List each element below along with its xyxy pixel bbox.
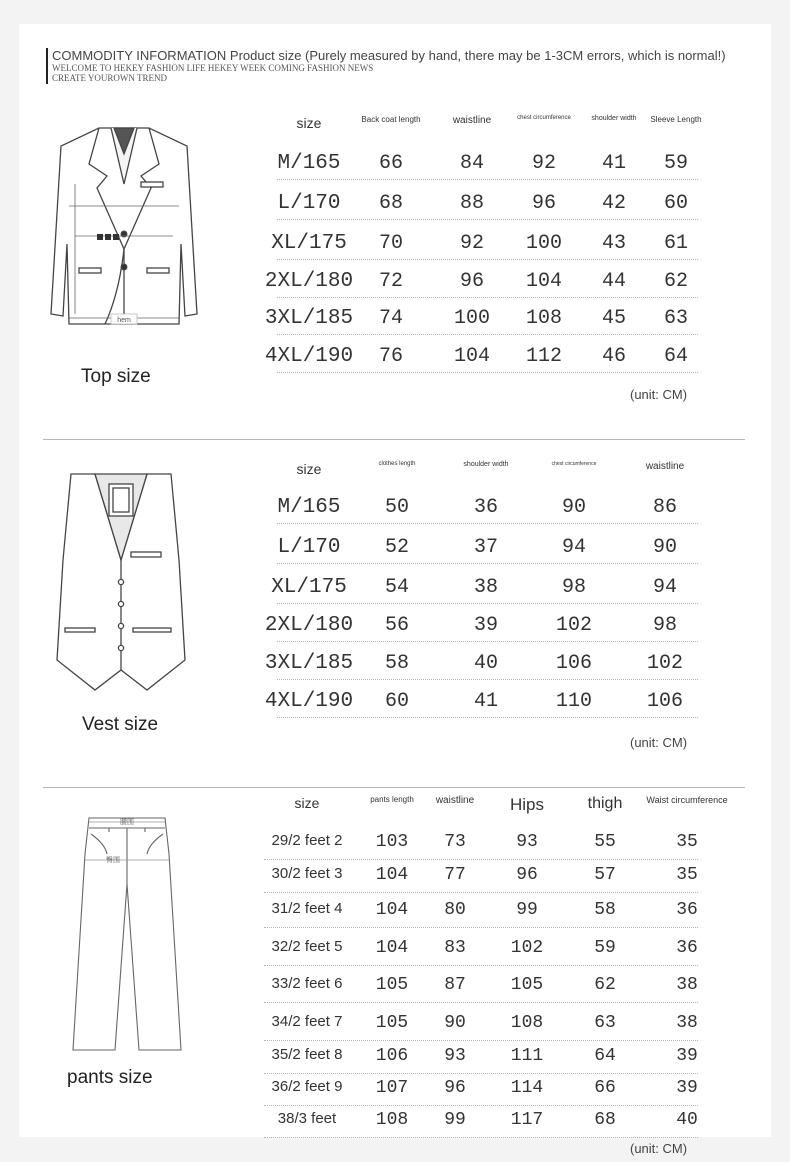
row-divider xyxy=(264,1040,698,1041)
pants-value-cell: 117 xyxy=(510,1110,544,1130)
pants-size-cell: 34/2 feet 7 xyxy=(271,1013,343,1030)
vest-size-caption: Vest size xyxy=(82,714,159,735)
pants-value-cell: 96 xyxy=(516,865,538,885)
top-value-cell: 59 xyxy=(663,152,689,175)
size-chart-sheet xyxy=(19,24,771,1156)
pants-value-cell: 57 xyxy=(594,865,616,885)
top-size-cell: L/170 xyxy=(277,192,341,215)
vest-value-cell: 102 xyxy=(646,652,684,675)
pants-value-cell: 77 xyxy=(444,865,466,885)
pants-column-header: Hips xyxy=(509,795,545,814)
pants-value-cell: 73 xyxy=(444,832,466,852)
pants-value-cell: 58 xyxy=(594,900,616,920)
pants-value-cell: 99 xyxy=(516,900,538,920)
header-title: COMMODITY INFORMATION Product size (Purely measured by hand, there may be 1-3CM errors, which is normal!) xyxy=(52,48,726,63)
vest-size-cell: L/170 xyxy=(277,536,341,559)
pants-column-header: waistline xyxy=(435,795,475,806)
pants-value-cell: 99 xyxy=(444,1110,466,1130)
vest-value-cell: 39 xyxy=(473,614,499,637)
vest-value-cell: 106 xyxy=(555,652,593,675)
top-unit-note: (unit: CM) xyxy=(630,387,688,402)
top-column-header: size xyxy=(296,115,322,131)
pants-size-caption: pants size xyxy=(67,1067,153,1088)
pants-value-cell: 55 xyxy=(594,832,616,852)
pants-column-header: pants length xyxy=(370,795,414,804)
top-value-cell: 64 xyxy=(663,345,689,368)
top-value-cell: 72 xyxy=(378,270,404,293)
vest-value-cell: 98 xyxy=(561,576,587,599)
row-divider xyxy=(264,1105,698,1106)
top-value-cell: 88 xyxy=(459,192,485,215)
pants-value-cell: 83 xyxy=(444,938,466,958)
vest-value-cell: 94 xyxy=(561,536,587,559)
top-value-cell: 70 xyxy=(378,232,404,255)
vest-value-cell: 106 xyxy=(646,690,684,713)
vest-column-header: waistline xyxy=(645,461,685,472)
pants-value-cell: 35 xyxy=(676,832,698,852)
top-value-cell: 74 xyxy=(378,307,404,330)
top-value-cell: 100 xyxy=(453,307,491,330)
pants-value-cell: 106 xyxy=(375,1046,409,1066)
vest-unit-note: (unit: CM) xyxy=(630,735,688,750)
vest-size-cell: XL/175 xyxy=(271,576,347,599)
vest-size-cell: 3XL/185 xyxy=(264,652,354,675)
pants-size-cell: 33/2 feet 6 xyxy=(271,975,343,992)
pants-size-cell: 32/2 feet 5 xyxy=(271,938,343,955)
pants-value-cell: 87 xyxy=(444,975,466,995)
top-value-cell: 46 xyxy=(601,345,627,368)
top-value-cell: 84 xyxy=(459,152,485,175)
vest-value-cell: 110 xyxy=(555,690,593,713)
pants-value-cell: 38 xyxy=(676,1013,698,1033)
pants-value-cell: 90 xyxy=(444,1013,466,1033)
top-column-header: chest circumference xyxy=(517,115,571,121)
pants-value-cell: 96 xyxy=(444,1078,466,1098)
top-size-cell: M/165 xyxy=(277,152,341,175)
pants-size-cell: 29/2 feet 2 xyxy=(271,832,343,849)
top-value-cell: 104 xyxy=(525,270,563,293)
vest-value-cell: 54 xyxy=(384,576,410,599)
pants-column-header: Waist circumference xyxy=(646,795,728,805)
vest-value-cell: 41 xyxy=(473,690,499,713)
pants-value-cell: 105 xyxy=(510,975,544,995)
pants-value-cell: 38 xyxy=(676,975,698,995)
row-divider xyxy=(264,1073,698,1074)
pants-size-cell: 30/2 feet 3 xyxy=(271,865,343,882)
row-divider xyxy=(264,892,698,893)
pants-value-cell: 102 xyxy=(510,938,544,958)
pants-value-cell: 63 xyxy=(594,1013,616,1033)
top-value-cell: 112 xyxy=(525,345,563,368)
top-value-cell: 60 xyxy=(663,192,689,215)
pants-illustration xyxy=(67,814,187,1059)
row-divider xyxy=(264,965,698,966)
pants-value-cell: 93 xyxy=(444,1046,466,1066)
pants-column-header: size xyxy=(294,795,320,811)
waist-label: 腰围 xyxy=(120,818,134,826)
hem-label: hem xyxy=(117,317,131,324)
top-value-cell: 76 xyxy=(378,345,404,368)
pants-value-cell: 104 xyxy=(375,900,409,920)
top-value-cell: 68 xyxy=(378,192,404,215)
top-size-caption: Top size xyxy=(81,366,151,387)
pants-value-cell: 111 xyxy=(510,1046,544,1066)
top-value-cell: 96 xyxy=(459,270,485,293)
top-value-cell: 41 xyxy=(601,152,627,175)
pants-size-cell: 36/2 feet 9 xyxy=(271,1078,343,1095)
vest-value-cell: 86 xyxy=(652,496,678,519)
pants-value-cell: 59 xyxy=(594,938,616,958)
header-tagline-2: CREATE YOUROWN TREND xyxy=(52,73,167,83)
pants-size-cell: 31/2 feet 4 xyxy=(271,900,343,917)
vest-value-cell: 98 xyxy=(652,614,678,637)
top-size-cell: 4XL/190 xyxy=(264,345,354,368)
vest-value-cell: 50 xyxy=(384,496,410,519)
vest-value-cell: 90 xyxy=(652,536,678,559)
vest-column-header: clothes length xyxy=(378,461,416,467)
pants-value-cell: 105 xyxy=(375,1013,409,1033)
pants-value-cell: 108 xyxy=(510,1013,544,1033)
vest-value-cell: 40 xyxy=(473,652,499,675)
pants-value-cell: 36 xyxy=(676,900,698,920)
row-divider xyxy=(264,859,698,860)
pants-value-cell: 105 xyxy=(375,975,409,995)
top-size-cell: 3XL/185 xyxy=(264,307,354,330)
pants-value-cell: 39 xyxy=(676,1078,698,1098)
pants-value-cell: 62 xyxy=(594,975,616,995)
top-value-cell: 44 xyxy=(601,270,627,293)
top-column-header: Sleeve Length xyxy=(650,115,702,124)
top-value-cell: 104 xyxy=(453,345,491,368)
row-divider xyxy=(264,927,698,928)
pants-value-cell: 68 xyxy=(594,1110,616,1130)
pants-value-cell: 103 xyxy=(375,832,409,852)
pants-unit-note: (unit: CM) xyxy=(630,1141,688,1156)
vest-value-cell: 36 xyxy=(473,496,499,519)
vest-value-cell: 60 xyxy=(384,690,410,713)
pants-value-cell: 64 xyxy=(594,1046,616,1066)
vest-size-cell: 2XL/180 xyxy=(264,614,354,637)
row-divider xyxy=(264,1137,698,1138)
vest-value-cell: 37 xyxy=(473,536,499,559)
top-value-cell: 100 xyxy=(525,232,563,255)
pants-value-cell: 93 xyxy=(516,832,538,852)
vest-value-cell: 38 xyxy=(473,576,499,599)
pants-size-section xyxy=(19,24,771,1156)
pants-value-cell: 39 xyxy=(676,1046,698,1066)
pants-value-cell: 66 xyxy=(594,1078,616,1098)
vest-value-cell: 94 xyxy=(652,576,678,599)
vest-column-header: size xyxy=(296,461,322,477)
top-column-header: shoulder width xyxy=(591,115,637,122)
hip-label: 臀围 xyxy=(106,856,120,864)
pants-value-cell: 104 xyxy=(375,938,409,958)
top-value-cell: 42 xyxy=(601,192,627,215)
vest-size-cell: M/165 xyxy=(277,496,341,519)
pants-value-cell: 107 xyxy=(375,1078,409,1098)
top-column-header: Back coat length xyxy=(361,115,421,124)
pants-value-cell: 80 xyxy=(444,900,466,920)
vest-value-cell: 102 xyxy=(555,614,593,637)
pants-value-cell: 35 xyxy=(676,865,698,885)
pants-size-cell: 38/3 feet xyxy=(277,1110,337,1127)
pants-value-cell: 40 xyxy=(676,1110,698,1130)
vest-size-cell: 4XL/190 xyxy=(264,690,354,713)
vest-value-cell: 52 xyxy=(384,536,410,559)
top-value-cell: 92 xyxy=(531,152,557,175)
pants-value-cell: 104 xyxy=(375,865,409,885)
top-value-cell: 66 xyxy=(378,152,404,175)
top-value-cell: 61 xyxy=(663,232,689,255)
top-value-cell: 63 xyxy=(663,307,689,330)
top-value-cell: 108 xyxy=(525,307,563,330)
vest-value-cell: 58 xyxy=(384,652,410,675)
pants-value-cell: 36 xyxy=(676,938,698,958)
top-value-cell: 43 xyxy=(601,232,627,255)
header-tagline-1: WELCOME TO HEKEY FASHION LIFE HEKEY WEEK COMING FASHION NEWS xyxy=(52,63,374,73)
top-value-cell: 96 xyxy=(531,192,557,215)
top-size-cell: 2XL/180 xyxy=(264,270,354,293)
row-divider xyxy=(264,1002,698,1003)
top-value-cell: 62 xyxy=(663,270,689,293)
vest-value-cell: 90 xyxy=(561,496,587,519)
vest-column-header: chest circumference xyxy=(551,461,597,467)
pants-value-cell: 114 xyxy=(510,1078,544,1098)
top-value-cell: 92 xyxy=(459,232,485,255)
top-size-cell: XL/175 xyxy=(271,232,347,255)
top-value-cell: 45 xyxy=(601,307,627,330)
vest-value-cell: 56 xyxy=(384,614,410,637)
top-column-header: waistline xyxy=(452,115,492,126)
pants-size-cell: 35/2 feet 8 xyxy=(271,1046,343,1063)
pants-value-cell: 108 xyxy=(375,1110,409,1130)
vest-column-header: shoulder width xyxy=(463,461,509,468)
pants-column-header: thigh xyxy=(587,795,623,812)
